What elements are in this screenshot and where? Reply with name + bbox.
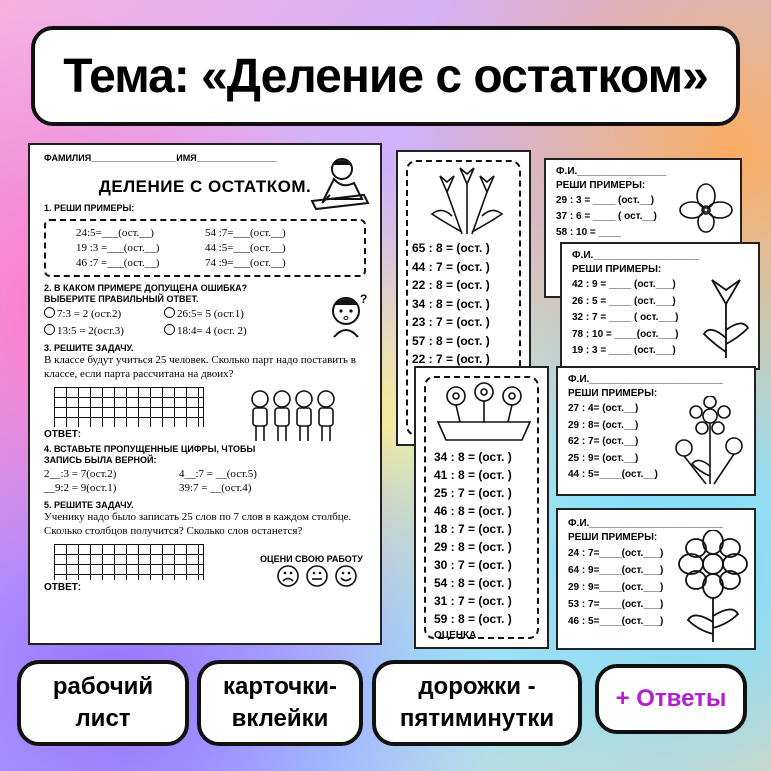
example-item: 24:5=___(ост.__) — [76, 227, 154, 239]
flowers-icon — [670, 396, 750, 493]
answer-grid[interactable] — [54, 544, 204, 580]
answers-label-box — [595, 664, 747, 734]
example-row: 78 : 10 = ____(ост.___) — [572, 328, 679, 340]
example-row: 59 : 8 = (ост. ) — [434, 612, 512, 626]
label-line: рабочий — [52, 673, 154, 700]
label-line: дорожки - — [418, 673, 536, 700]
path-strip-flowerpot — [414, 366, 549, 649]
example-row: 64 : 9=____(ост.___) — [568, 565, 664, 576]
example-row: 23 : 7 = (ост. ) — [412, 315, 490, 329]
example-row: 41 : 8 = (ост. ) — [434, 468, 512, 482]
example-row: 54 : 8 = (ост. ) — [434, 576, 512, 590]
tulip-icon — [702, 274, 750, 365]
example-row: 58 : 10 = ____ — [556, 227, 621, 238]
fill-item: 4__:7 = __(ост.5) — [179, 468, 257, 480]
fi-line: Ф.И.________________________ — [568, 518, 723, 529]
example-row: 53 : 7=____(ост.___) — [568, 599, 664, 610]
fi-line: Ф.И.___________________ — [572, 250, 699, 261]
topic-title: Тема: «Деление с остатком» — [63, 49, 708, 103]
example-item: 44 :5=___(ост.__) — [205, 242, 286, 254]
strip-examples — [412, 239, 490, 369]
task3-text: В классе будут учиться 25 человек. Сколько парт надо поставить в классе, если парта рассчитана на двоих? — [44, 354, 356, 380]
child-writing-illustration — [302, 155, 372, 211]
option-item[interactable]: 7:3 = 2 (ост.2) — [44, 307, 164, 320]
option-item[interactable]: 26:5= 5 (ост.1) — [164, 307, 284, 320]
fi-line: Ф.И.________________ — [556, 166, 667, 177]
example-row: 44 : 7 = (ост. ) — [412, 259, 490, 274]
example-row: 42 : 9 = ____ (ост.___) — [572, 279, 676, 290]
self-assessment-label: ОЦЕНИ СВОЮ РАБОТУ — [260, 554, 363, 564]
card-heading: РЕШИ ПРИМЕРЫ: — [556, 180, 646, 191]
example-item: 19 :3 =___(ост.__) — [76, 242, 160, 254]
task1-heading: 1. РЕШИ ПРИМЕРЫ: — [44, 203, 135, 213]
tulips-icon — [422, 166, 512, 241]
worksheet-preview — [28, 143, 382, 645]
flower-pot-icon — [434, 380, 534, 447]
sticker-card-tulip — [560, 242, 760, 370]
example-row: 22 : 7 = (ост. ) — [412, 352, 490, 366]
label-line: вклейки — [231, 705, 329, 732]
example-row: 65 : 8 = (ост. ) — [412, 241, 490, 255]
example-row: 31 : 7 = (ост. ) — [434, 594, 512, 608]
answers-label: + Ответы — [615, 685, 727, 712]
example-row: 29 : 8= (ост.__) — [568, 419, 639, 431]
example-item: 54 :7=___(ост.__) — [205, 227, 286, 239]
fill-item: __9:2 = 9(ост.1) — [44, 482, 117, 494]
fill-item: 39:7 = __(ост.4) — [179, 482, 252, 494]
task4-heading: 4. ВСТАВЬТЕ ПРОПУЩЕННЫЕ ЦИФРЫ, ЧТОБЫ — [44, 444, 256, 454]
example-row: 19 : 3 = ____ (ост.___) — [572, 345, 676, 356]
task2-options — [44, 307, 284, 337]
radio-circle-icon[interactable] — [44, 324, 55, 335]
task1-examples — [44, 219, 366, 277]
example-row: 46 : 8 = (ост. ) — [434, 504, 512, 518]
radio-circle-icon[interactable] — [164, 307, 175, 318]
task5-heading: 5. РЕШИТЕ ЗАДАЧУ. — [44, 500, 134, 510]
card-heading: РЕШИ ПРИМЕРЫ: — [568, 388, 658, 399]
task5-text: Ученику надо было записать 25 слов по 7 слов в каждом столбце. Сколько столбцов получится? Сколько слов останется? — [44, 511, 352, 537]
radio-circle-icon[interactable] — [44, 307, 55, 318]
example-row: 46 : 5=____(ост.___) — [568, 616, 664, 627]
example-row: 27 : 4= (ост.__) — [568, 403, 639, 414]
example-row: 24 : 7=____(ост.___) — [568, 548, 664, 559]
example-row: 25 : 7 = (ост. ) — [434, 486, 512, 500]
kids-group-illustration — [244, 387, 344, 446]
example-row: 29 : 9=____(ост.___) — [568, 582, 664, 593]
example-item: 46 :7 =___(ост.__) — [76, 257, 160, 269]
answer-label: ОТВЕТ: — [44, 582, 82, 593]
example-row: 34 : 8 = (ост. ) — [412, 296, 490, 311]
fill-item: 2__:3 = 7(ост.2) — [44, 468, 117, 480]
example-row: 25 : 9= (ост.__) — [568, 452, 639, 464]
example-row: 29 : 3 = ____ (ост.__) — [556, 195, 655, 206]
label-line: лист — [75, 705, 131, 732]
answer-label: ОТВЕТ: — [44, 429, 82, 440]
label-line: пятиминутки — [399, 705, 555, 732]
daisy-flower-icon — [674, 530, 752, 651]
task4-subheading: ЗАПИСЬ БЫЛА ВЕРНОЙ: — [44, 455, 157, 465]
answer-grid[interactable] — [54, 387, 204, 427]
example-row: 30 : 7 = (ост. ) — [434, 558, 512, 572]
example-row: 62 : 7= (ост.__) — [568, 436, 639, 447]
example-item: 74 :9=___(ост.__) — [205, 257, 286, 269]
example-row: 22 : 8 = (ост. ) — [412, 278, 490, 292]
smiley-faces-icon[interactable] — [276, 564, 358, 591]
example-row: 44 : 5=____(ост.__) — [568, 469, 658, 480]
task4-items — [44, 468, 314, 494]
name-line: ФАМИЛИЯ_________________ИМЯ________________ — [44, 153, 277, 163]
thinking-boy-illustration — [324, 293, 368, 342]
example-row: 26 : 5 = ____ (ост.___) — [572, 295, 676, 307]
svg-text:?: ? — [360, 293, 368, 306]
fi-line: Ф.И.________________________ — [568, 374, 723, 385]
task3-heading: 3. РЕШИТЕ ЗАДАЧУ. — [44, 343, 134, 353]
example-row: 57 : 8 = (ост. ) — [412, 333, 490, 348]
example-row: 34 : 8 = (ост. ) — [434, 450, 512, 464]
example-row: 32 : 7 = ____ ( ост.___) — [572, 312, 679, 323]
example-row: 37 : 6 = ____ ( ост.__) — [556, 211, 657, 222]
option-item[interactable]: 13:5 = 2(ост.3) — [44, 324, 164, 337]
card-heading: РЕШИ ПРИМЕРЫ: — [568, 532, 658, 543]
cards-label-box — [197, 660, 363, 746]
task2-heading: 2. В КАКОМ ПРИМЕРЕ ДОПУЩЕНА ОШИБКА? — [44, 283, 248, 293]
topic-title-banner — [31, 26, 740, 126]
worksheet-label-box — [17, 660, 189, 746]
grade-label: ОЦЕНКА — [434, 630, 477, 641]
example-row: 18 : 7 = (ост. ) — [434, 522, 512, 536]
example-row: 29 : 8 = (ост. ) — [434, 540, 512, 554]
radio-circle-icon[interactable] — [164, 324, 175, 335]
paths-label-box — [372, 660, 582, 746]
orchid-icon — [678, 182, 734, 243]
card-heading: РЕШИ ПРИМЕРЫ: — [572, 264, 662, 275]
strip-examples — [434, 448, 512, 628]
option-item[interactable]: 18:4= 4 (ост. 2) — [164, 324, 284, 337]
worksheet-title: ДЕЛЕНИЕ С ОСТАТКОМ. — [98, 177, 312, 196]
sticker-card-flowers — [556, 366, 756, 496]
label-line: карточки- — [223, 673, 337, 700]
task2-subheading: ВЫБЕРИТЕ ПРАВИЛЬНЫЙ ОТВЕТ. — [44, 294, 199, 304]
sticker-card-big-flower — [556, 508, 756, 650]
